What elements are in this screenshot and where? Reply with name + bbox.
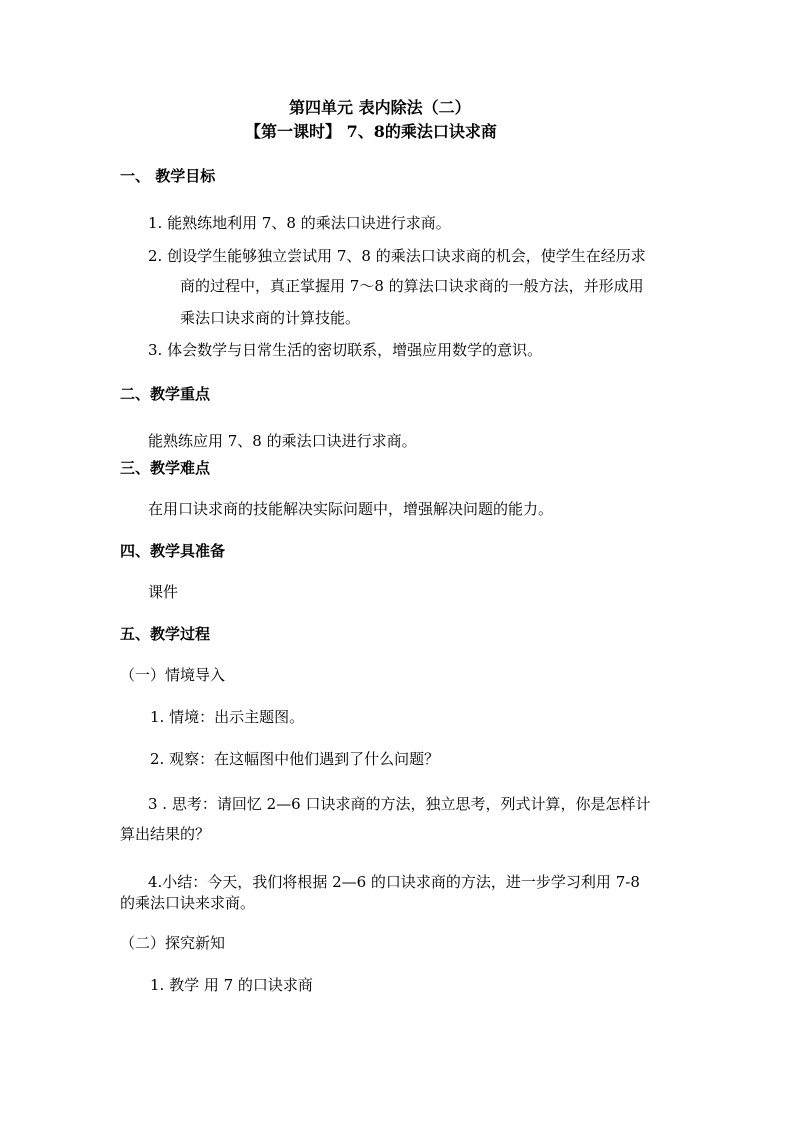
objective-item: 2. 创设学生能够独立尝试用 7、8 的乘法口诀求商的机会，使学生在经历求 xyxy=(148,247,646,265)
subsection-heading-intro: （一）情境导入 xyxy=(120,666,226,684)
objective-item: 3. 体会数学与日常生活的密切联系，增强应用数学的意识。 xyxy=(148,341,543,359)
keypoints-body: 能熟练应用 7、8 的乘法口诀进行求商。 xyxy=(148,432,417,450)
section-heading-difficulties: 三、教学难点 xyxy=(120,459,211,477)
process-paragraph: 算出结果的？ xyxy=(120,825,211,843)
process-paragraph: 4.小结：今天，我们将根据 2—6 的口诀求商的方法，进一步学习利用 7-8 xyxy=(148,873,640,891)
section-heading-objectives: 一、 教学目标 xyxy=(120,167,216,185)
process-paragraph: 1. 情境：出示主题图。 xyxy=(150,708,305,726)
doc-subtitle: 【第一课时】 7、8的乘法口诀求商 xyxy=(245,122,497,141)
process-paragraph: 1. 教学 用 7 的口诀求商 xyxy=(150,976,313,994)
process-paragraph: 的乘法口诀来求商。 xyxy=(120,894,256,912)
objective-item: 1. 能熟练地利用 7、8 的乘法口诀进行求商。 xyxy=(148,214,451,232)
difficulties-body: 在用口诀求商的技能解决实际问题中，增强解决问题的能力。 xyxy=(148,500,554,518)
section-heading-process: 五、教学过程 xyxy=(120,625,211,643)
objective-item: 乘法口诀求商的计算技能。 xyxy=(180,309,361,327)
process-paragraph: 3 . 思考：请回忆 2—6 口诀求商的方法，独立思考，列式计算，你是怎样计 xyxy=(148,795,651,813)
doc-title: 第四单元 表内除法（二） xyxy=(289,98,471,117)
section-heading-materials: 四、教学具准备 xyxy=(120,542,226,560)
subsection-heading-explore: （二）探究新知 xyxy=(120,934,226,952)
materials-body: 课件 xyxy=(148,583,179,601)
process-paragraph: 2. 观察：在这幅图中他们遇到了什么问题？ xyxy=(150,750,440,768)
section-heading-keypoints: 二、教学重点 xyxy=(120,385,211,403)
objective-item: 商的过程中，真正掌握用 7～8 的算法口诀求商的一般方法，并形成用 xyxy=(180,277,644,295)
